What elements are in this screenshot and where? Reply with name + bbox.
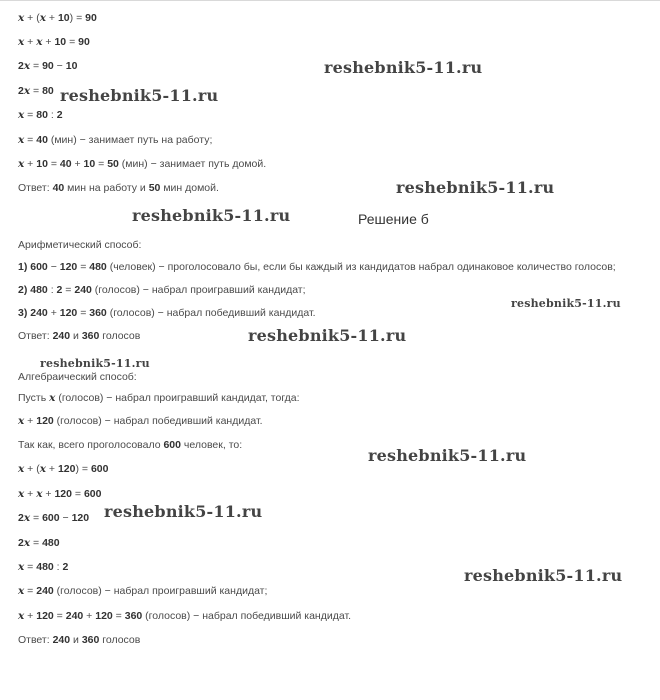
number: 120 <box>71 512 90 524</box>
text-run: мин на работу и <box>64 182 149 194</box>
text-run: = <box>95 158 108 170</box>
solution-line-13 <box>18 329 140 343</box>
text-run: ) = <box>69 12 86 24</box>
solution-line-17 <box>18 438 242 452</box>
text-run: : <box>53 561 63 573</box>
text-run: человек, то: <box>181 439 243 451</box>
text-run: = <box>72 488 84 500</box>
number: 10 <box>65 60 78 72</box>
variable-x: x <box>18 158 25 170</box>
text-run: − <box>47 261 60 273</box>
text-run: + <box>47 307 60 319</box>
number: 120 <box>36 610 54 622</box>
number: 360 <box>81 330 100 342</box>
variable-x: x <box>18 12 25 24</box>
number: 600 <box>163 439 181 451</box>
variable-x: x <box>39 463 46 475</box>
solution-line-25 <box>18 633 140 647</box>
text-run: − <box>53 60 66 72</box>
text-run: + <box>42 488 55 500</box>
variable-x: x <box>18 610 25 622</box>
number: 10 <box>83 158 96 170</box>
number: 80 <box>36 109 48 121</box>
watermark-6: reshebnik5-11.ru <box>248 326 407 345</box>
number: 3) 240 <box>18 307 48 319</box>
text-run: = <box>24 585 37 597</box>
text-run: (голосов) − набрал победивший кандидат. <box>106 307 316 319</box>
solution-line-19 <box>18 487 102 501</box>
text-run: = <box>30 60 43 72</box>
number: 40 <box>52 182 65 194</box>
number: 2 <box>56 284 63 296</box>
solution-line-14 <box>18 370 137 384</box>
number: 600 <box>83 488 102 500</box>
variable-x: x <box>36 36 43 48</box>
number: 40 <box>59 158 72 170</box>
text-run: + <box>46 12 58 24</box>
solution-line-7 <box>18 157 266 171</box>
solution-line-15 <box>18 391 300 405</box>
variable-x: x <box>23 85 31 97</box>
variable-x: x <box>39 12 46 24</box>
watermark-8: reshebnik5-11.ru <box>368 446 527 465</box>
solution-line-24 <box>18 609 351 623</box>
text-run: Арифметический способ: <box>18 239 142 251</box>
variable-x: x <box>23 60 31 72</box>
number: 2 <box>62 561 69 573</box>
number: 360 <box>81 634 100 646</box>
text-run: (голосов) − набрал победивший кандидат. <box>142 610 352 622</box>
watermark-1: reshebnik5-11.ru <box>324 58 483 77</box>
text-run: = <box>24 109 37 121</box>
text-run: = <box>24 134 37 146</box>
variable-x: x <box>18 561 25 573</box>
solution-line-8 <box>18 181 219 195</box>
text-run: ) = <box>75 463 91 475</box>
solution-line-1 <box>18 11 97 25</box>
text-run: = <box>66 36 79 48</box>
text-run: + <box>24 36 37 48</box>
solution-line-11 <box>18 283 306 297</box>
solution-b-heading: Решение б <box>358 211 429 227</box>
variable-x: x <box>23 512 31 524</box>
solution-line-10 <box>18 260 616 274</box>
variable-x: x <box>23 537 31 549</box>
text-run: + <box>24 610 37 622</box>
number: 240 <box>52 634 71 646</box>
text-run: (голосов) − набрал проигравший кандидат; <box>53 585 268 597</box>
number: 2 <box>18 537 24 549</box>
number: 480 <box>89 261 107 273</box>
number: 120 <box>57 463 76 475</box>
text-run: Так как, всего проголосовало <box>18 439 164 451</box>
text-run: и <box>70 634 82 646</box>
text-run: (голосов) − набрал проигравший кандидат; <box>91 284 306 296</box>
number: 80 <box>42 85 54 97</box>
solution-line-22 <box>18 560 68 574</box>
number: 50 <box>107 158 119 170</box>
variable-x: x <box>18 463 25 475</box>
variable-x: x <box>18 488 25 500</box>
number: 2 <box>18 512 24 524</box>
solution-line-3 <box>18 59 77 73</box>
solution-line-21 <box>18 536 60 550</box>
number: 600 <box>90 463 109 475</box>
number: 10 <box>54 36 67 48</box>
number: 10 <box>57 12 70 24</box>
text-run: Пусть <box>18 392 50 404</box>
text-run: (голосов) − набрал победивший кандидат. <box>53 415 263 427</box>
watermark-9: reshebnik5-11.ru <box>104 502 263 521</box>
text-run: + <box>83 610 96 622</box>
number: 2 <box>56 109 63 121</box>
text-run: голосов <box>99 330 141 342</box>
text-run: = <box>47 158 60 170</box>
solution-line-20 <box>18 511 89 525</box>
text-run: = <box>30 512 43 524</box>
number: 120 <box>59 307 78 319</box>
number: 480 <box>42 537 60 549</box>
watermark-10: reshebnik5-11.ru <box>464 566 623 585</box>
number: 480 <box>36 561 54 573</box>
number: 240 <box>74 284 92 296</box>
text-run: + ( <box>24 12 40 24</box>
text-run: + <box>24 415 37 427</box>
number: 2 <box>18 85 24 97</box>
number: 600 <box>42 512 60 524</box>
variable-x: x <box>49 392 56 404</box>
text-run: (мин) − занимает путь на работу; <box>47 134 213 146</box>
text-run: Ответ: <box>18 634 53 646</box>
text-run: = <box>62 284 75 296</box>
text-run: + <box>24 158 37 170</box>
solution-line-9 <box>18 238 141 252</box>
solution-line-23 <box>18 584 267 598</box>
variable-x: x <box>36 488 43 500</box>
text-run: − <box>59 512 72 524</box>
text-run: + <box>24 488 37 500</box>
text-run: = <box>53 610 66 622</box>
solution-line-16 <box>18 414 263 428</box>
number: 40 <box>36 134 48 146</box>
text-run: голосов <box>99 634 141 646</box>
text-run: : <box>47 284 57 296</box>
text-run: = <box>77 307 90 319</box>
solution-line-4 <box>18 84 54 98</box>
text-run: Ответ: <box>18 182 53 194</box>
solution-line-18 <box>18 462 109 476</box>
variable-x: x <box>18 134 25 146</box>
number: 10 <box>36 158 48 170</box>
watermark-2: reshebnik5-11.ru <box>60 86 219 105</box>
watermark-7: reshebnik5-11.ru <box>40 357 150 370</box>
text-run: : <box>47 109 57 121</box>
number: 120 <box>59 261 78 273</box>
text-run: (мин) − занимает путь домой. <box>118 158 267 170</box>
number: 240 <box>65 610 84 622</box>
solution-line-2 <box>18 35 90 49</box>
number: 360 <box>124 610 143 622</box>
text-run: + <box>46 463 58 475</box>
variable-x: x <box>18 415 25 427</box>
text-run: = <box>30 537 43 549</box>
variable-x: x <box>18 36 25 48</box>
number: 2 <box>18 60 24 72</box>
text-run: и <box>70 330 82 342</box>
text-run: + <box>42 36 55 48</box>
number: 360 <box>89 307 107 319</box>
text-run: = <box>30 85 43 97</box>
number: 2) 480 <box>18 284 48 296</box>
text-run: = <box>112 610 125 622</box>
text-run: мин домой. <box>160 182 219 194</box>
watermark-4: reshebnik5-11.ru <box>132 206 291 225</box>
number: 120 <box>95 610 113 622</box>
text-run: Ответ: <box>18 330 53 342</box>
text-run: + ( <box>24 463 40 475</box>
number: 90 <box>42 60 54 72</box>
text-run: + <box>71 158 84 170</box>
solution-line-12 <box>18 306 316 320</box>
number: 90 <box>78 36 90 48</box>
solution-line-6 <box>18 133 212 147</box>
text-run: Алгебраический способ: <box>18 371 137 383</box>
top-divider <box>0 0 660 1</box>
number: 120 <box>54 488 72 500</box>
number: 120 <box>36 415 54 427</box>
solution-line-5 <box>18 108 63 122</box>
number: 90 <box>85 12 97 24</box>
watermark-3: reshebnik5-11.ru <box>396 178 555 197</box>
variable-x: x <box>18 585 25 597</box>
text-run: (голосов) − набрал проигравший кандидат, тогда: <box>55 392 300 404</box>
text-run: = <box>77 261 90 273</box>
variable-x: x <box>18 109 25 121</box>
number: 240 <box>36 585 54 597</box>
text-run: = <box>24 561 37 573</box>
text-run: (человек) − проголосовало бы, если бы каждый из кандидатов набрал одинаковое количество голосов; <box>106 261 616 273</box>
number: 240 <box>52 330 71 342</box>
watermark-5: reshebnik5-11.ru <box>511 297 621 310</box>
number: 50 <box>148 182 161 194</box>
number: 1) 600 <box>18 261 48 273</box>
